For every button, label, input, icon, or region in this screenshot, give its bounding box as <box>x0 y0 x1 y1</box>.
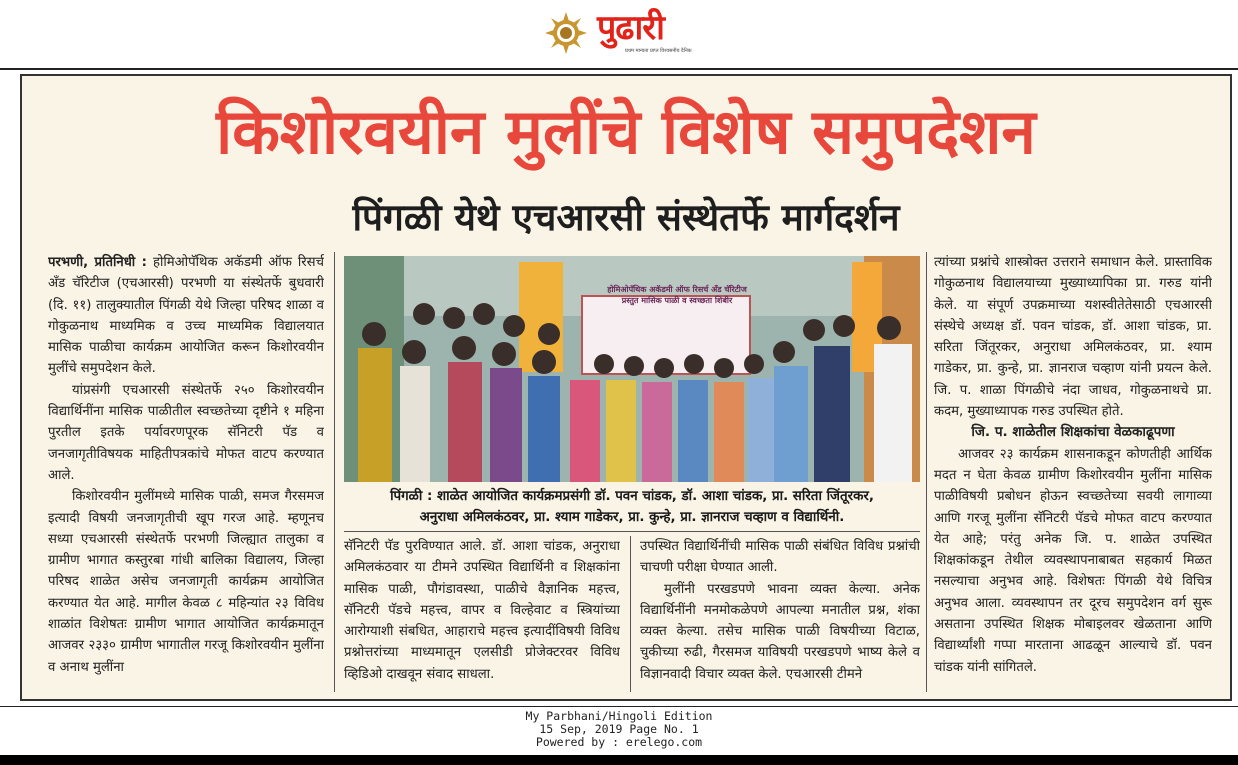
caption-line-1: पिंगळी : शाळेत आयोजित कार्यक्रमप्रसंगी डॉ. पवन चांडक, डॉ. आशा चांडक, प्रा. सरिता जिंतूरकर, <box>390 489 874 504</box>
col3-para-1: उपस्थित विद्यार्थिनींची मासिक पाळी संबंधित विविध प्रश्नांची चाचणी परीक्षा घेण्यात आली. <box>640 539 920 576</box>
col2-para-1: सॅनिटरी पॅड पुरविण्यात आले. डॉ. आशा चांडक, अनुराधा अमिलकंठवार या टीमने उपस्थित विद्यार्थिनी व शिक्षकांना मासिक पाळी, पौगंडावस्था, पाळीचे वैज्ञानिक महत्त्व, सॅनिटरी पॅडचे महत्त्व, वापर व विल्हेवाट व स्त्रियांच्या आरोग्याशी संबधित, आहाराचे महत्त्व इत्यादींविषयी विविध प्रश्नोत्तरांच्या माध्यमातून एलसीडी प्रोजेक्टरवर विविध व्हिडिओ दाखवून संवाद साधला. <box>344 539 620 682</box>
column-4 <box>934 252 1212 692</box>
column-2 <box>344 536 620 696</box>
photo-banner: होमिओपॅथिक अकॅडमी ऑफ रिसर्च अँड चॅरिटीज प्रस्तुत मासिक पाळी व स्वच्छता शिबीर <box>607 285 747 305</box>
pudhari-logo <box>597 10 697 54</box>
subheadline: पिंगळी येथे एचआरसी संस्थेतर्फे मार्गदर्शन <box>352 196 900 239</box>
caption-line-2: अनुराधा अमिलकंठवर, प्रा. श्याम गाडेकर, प्रा. कुन्हे, प्रा. ज्ञानराज चव्हाण व विद्यार्थिनी. <box>419 510 845 525</box>
news-clipping <box>20 74 1232 701</box>
col1-para-3: किशोरवयीन मुलींमध्ये मासिक पाळी, समज गैरसमज इत्यादी विषयी जनजागृतीची खूप गरज आहे. म्हणूनच सध्या एचआरसी संस्थेतर्फे परभणी जिल्ह्यात तालुका व ग्रामीण भागात कस्तुरबा गांधी बालिका विद्यालय, जिल्हा परिषद शाळेत असेच जनजागृती कार्यक्रम आयोजित करण्यात येत आहे. मागील केवळ ८ महिन्यांत २३ विविध शाळांत विशेषतः ग्रामीण भागात आयोजित कार्यक्रमातून आजवर २३३० ग्रामीण भागातील गरजू किशोरवयीन मुलींना व अनाथ मुलींना <box>48 489 324 675</box>
bottom-bar <box>0 755 1238 765</box>
masthead-rule <box>0 68 1238 70</box>
column-divider <box>334 252 335 692</box>
caption-rule <box>344 531 920 532</box>
col4-para-2: आजवर २३ कार्यक्रम शासनाकडून कोणतीही आर्थिक मदत न घेता केवळ ग्रामीण किशोरवयीन मुलींना मासिक पाळीविषयी प्रबोधन होऊन स्वच्छतेच्या सवयी लागाव्या आणि गरजू मुलींना सॅनिटरी पॅडचे मोफत वाटप करण्यात येत आहे; परंतु अनेक जि. प. शाळेत उपस्थित शिक्षकांकडून तेथील व्यवस्थापनाबाबत सहकार्य मिळत नसल्याचा अनुभव आहे. विशेषतः पिंगळी येथे विचित्र अनुभव आला. व्यवस्थापन तर दूरच समुपदेशन वर्ग सुरू असताना उपस्थित शिक्षक मोबाइलवर खेळताना आणि विद्यार्थ्यांशी गप्पा मारताना आढळून आल्याचे डॉ. पवन चांडक यांनी सांगितले. <box>934 446 1212 675</box>
photo-caption <box>344 486 920 532</box>
crosshead: जि. प. शाळेतील शिक्षकांचा वेळकाढूपणा <box>971 424 1175 441</box>
byline: परभणी, प्रतिनिधी : <box>48 255 147 270</box>
col4-para-1: त्यांच्या प्रश्नांचे शास्त्रोक्त उत्तराने समाधान केले. प्रास्ताविक गोकुळनाथ विद्यालयाच्या मुख्याध्यापिका प्रा. गरुड यांनी केले. या संपूर्ण उपक्रमाच्या यशस्वीतेतेसाठी एचआरसी संस्थेचे अध्यक्ष डॉ. पवन चांडक, डॉ. आशा चांडक, प्रा. सरिता जिंतूरकर, अनुराधा अमिलकंठवर, प्रा. श्याम गाडेकर, प्रा. कुन्हे, प्रा. ज्ञानराज चव्हाण यांनी प्रयत्न केले. जि. प. शाळा पिंगळीचे नंदा जाधव, गोकुळनाथचे प्रा. कदम, मुख्याध्यापक गरुड उपस्थित होते. <box>934 255 1212 420</box>
headline: किशोरवयीन मुलींचे विशेष समुपदेशन <box>216 95 1036 168</box>
col1-para-2: यांप्रसंगी एचआरसी संस्थेतर्फे २५० किशोरवयीन विद्यार्थिनींना मासिक पाळीतील स्वच्छतेच्या दृष्टीने १ महिना पुरतील इतके पर्यावरणपूरक सॅनिटरी पॅड व जनजागृतीविषयक माहितीपत्रकांचे मोफत वाटप करण्यात आले. <box>48 382 324 483</box>
column-1 <box>48 252 324 692</box>
pudhari-seal-icon <box>545 12 587 54</box>
brand-name: पुढारी <box>597 8 664 48</box>
powered-by: Powered by : erelego.com <box>535 735 703 749</box>
footer-rule <box>0 706 1238 707</box>
column-divider <box>630 536 631 692</box>
column-3 <box>640 536 920 696</box>
column-divider <box>926 252 927 692</box>
footer <box>0 710 1238 749</box>
col3-para-2: मुलींनी परखडपणे भावना व्यक्त केल्या. अनेक विद्यार्थिनींनी मनमोकळेपणे आपल्या मनातील प्रश्न, शंका व्यक्त केल्या. तसेच मासिक पाळी विषयीच्या विटाळ, चुकीच्या रुढी, गैरसमज याविषयी परखडपणे भाष्य केले व विज्ञानवादी विचार व्यक्त केले. एचआरसी टीमने <box>640 581 920 682</box>
event-photo <box>344 256 920 482</box>
col1-para-1: होमिओपॅथिक अकॅडमी ऑफ रिसर्च अँड चॅरिटीज (एचआरसी) परभणी या संस्थेतर्फे बुधवारी (दि. ११) तालुक्यातील पिंगळी येथे जिल्हा परिषद शाळा व गोकुळनाथ माध्यमिक व उच्च माध्यमिक विद्यालयात मासिक पाळीचा कार्यक्रम आयोजित करून किशोरवयीन मुलींचे समुपदेशन केले. <box>48 255 324 377</box>
edition-label: My Parbhani/Hingoli Edition <box>525 709 713 723</box>
masthead <box>0 0 1238 68</box>
brand-tagline: प्रथम मान्यता प्राप्त विश्वसनीय दैनिक <box>625 48 692 54</box>
edition-date: 15 Sep, 2019 Page No. 1 <box>539 722 699 736</box>
